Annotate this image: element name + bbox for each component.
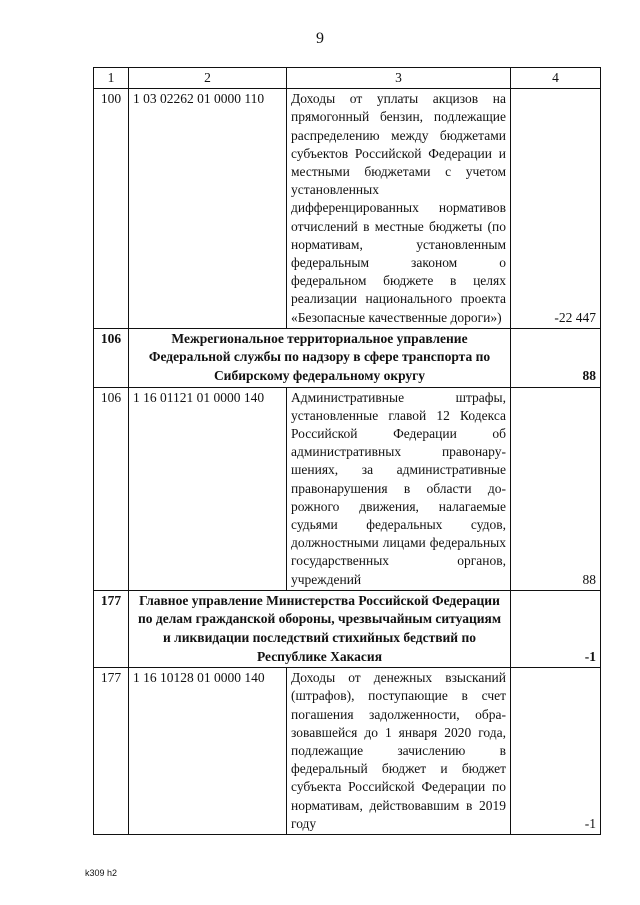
table-row	[94, 668, 601, 835]
revenue-table	[93, 67, 601, 835]
revenue-description: Административные штрафы, установленные главой 12 Кодекса Российской Федерации об административных правонарушениях, за административные правонарушения в области дорожного движения, налагаемые судьями федеральных судов, должностными лицами федеральных государственных органов, учреждений	[287, 387, 511, 590]
org-row	[94, 590, 601, 667]
table-header-row	[94, 68, 601, 89]
admin-code: 100	[94, 89, 129, 329]
admin-code: 177	[94, 590, 129, 667]
header-col-1: 1	[94, 68, 129, 89]
table-row	[94, 89, 601, 329]
org-row	[94, 328, 601, 387]
org-name: Межрегиональное территориальное управление Федеральной службы по надзору в сфере транспорта по Сибирскому федеральному округу	[129, 328, 511, 387]
admin-code: 106	[94, 328, 129, 387]
page-number: 9	[316, 30, 324, 47]
budget-classification-code: 1 16 01121 01 0000 140	[129, 387, 287, 590]
document-code: k309 h2	[85, 868, 118, 878]
amount: 88	[511, 328, 601, 387]
amount: 88	[511, 387, 601, 590]
amount: -1	[511, 590, 601, 667]
header-col-4: 4	[511, 68, 601, 89]
org-name: Главное управление Министерства Российской Федерации по делам гражданской обороны, чрезвычайным ситуациям и ликвидации последствий стихийных бедствий по Республике Хакасия	[129, 590, 511, 667]
budget-classification-code: 1 03 02262 01 0000 110	[129, 89, 287, 329]
revenue-description: Доходы от уплаты акцизов на прямогонный бензин, подлежащие распределению между бюджетами субъектов Российской Федерации и местными бюджетами с учетом установленных дифференцированных нормативов отчислений в местные бюджеты (по нормативам, установленным федеральным законом о федеральном бюджете в целях реализации национального проекта «Безопасные качественные дороги»)	[287, 89, 511, 329]
amount: -22 447	[511, 89, 601, 329]
admin-code: 106	[94, 387, 129, 590]
table-row	[94, 387, 601, 590]
admin-code: 177	[94, 668, 129, 835]
amount: -1	[511, 668, 601, 835]
revenue-description: Доходы от денежных взысканий (штрафов), поступающие в счет погашения задолженности, образовавшейся до 1 января 2020 года, подлежащие зачислению в федеральный бюджет и бюджет субъекта Российской Федерации по нормативам, действовавшим в 2019 году	[287, 668, 511, 835]
budget-classification-code: 1 16 10128 01 0000 140	[129, 668, 287, 835]
header-col-2: 2	[129, 68, 287, 89]
header-col-3: 3	[287, 68, 511, 89]
